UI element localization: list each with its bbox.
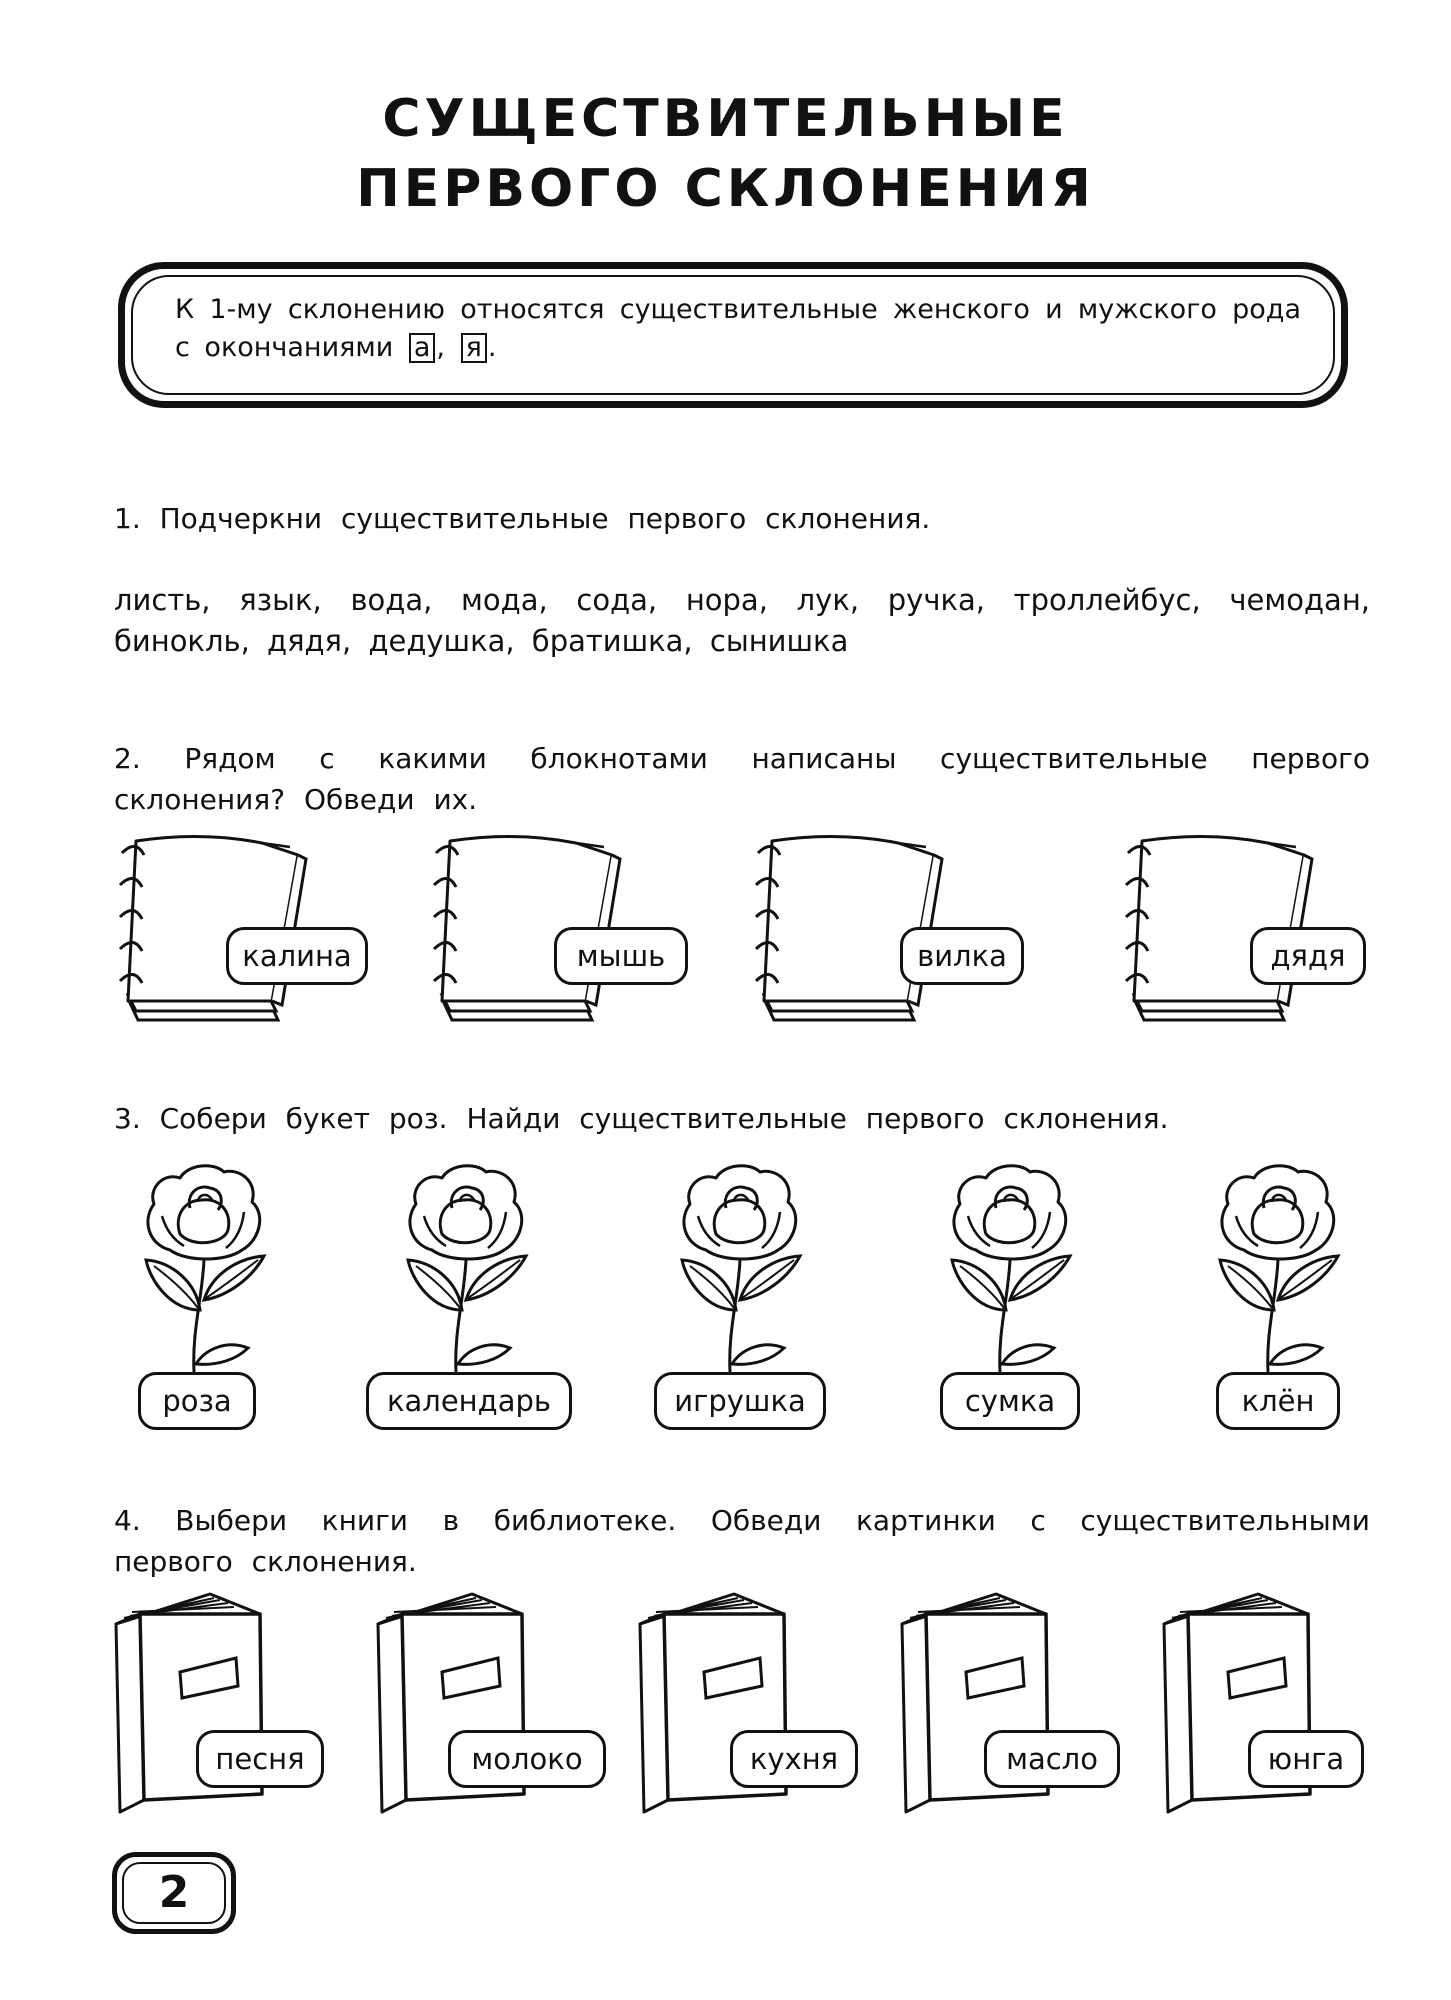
page-title-line-1: СУЩЕСТВИТЕЛЬНЫЕ [382,89,1069,149]
rose-label: игрушка [654,1372,826,1430]
rose-icon [402,1160,532,1380]
notebook-label: калина [226,927,368,985]
notebook-label: мышь [554,927,688,985]
rule-text-main: К 1-му склонению относятся существительные женского и мужского рода с окончаниями [175,294,1301,363]
rule-text [175,291,1301,367]
task-4-prompt: 4. Выбери книги в библиотеке. Обведи картинки с существительными первого склонения. [114,1504,1370,1578]
book-label: юнга [1248,1730,1364,1788]
book-label: молоко [448,1730,606,1788]
rose-label: календарь [366,1372,572,1430]
rose-label: роза [138,1372,256,1430]
spiral-notebook-icon [748,825,948,1025]
book-item[interactable] [896,1588,1126,1818]
page-number-box [112,1852,236,1934]
rose-icon [676,1160,806,1380]
rose-item[interactable] [1210,1160,1350,1430]
rose-item[interactable] [654,1160,834,1430]
rose-icon [946,1160,1076,1380]
spiral-notebook-icon [1118,825,1318,1025]
book-item[interactable] [372,1588,612,1818]
book-item[interactable] [634,1588,864,1818]
page-number: 2 [158,1867,190,1918]
task-2-prompt: 2. Рядом с какими блокнотами написаны существительные первого склонения? Обведи их. [114,742,1370,816]
task-1-prompt: 1. Подчеркни существительные первого склонения. [114,502,931,535]
notebook-label: дядя [1250,927,1366,985]
notebook-item[interactable] [112,825,372,1025]
rose-item[interactable] [140,1160,270,1430]
rule-separator: , [436,332,460,363]
spiral-notebook-icon [426,825,626,1025]
rule-box [118,262,1348,408]
spiral-notebook-icon [112,825,312,1025]
rose-label: клён [1216,1372,1340,1430]
rose-icon [140,1160,270,1380]
task-3-prompt: 3. Собери букет роз. Найди существительные первого склонения. [114,1102,1169,1135]
notebook-item[interactable] [748,825,1028,1025]
rule-text-end: . [487,332,497,363]
rose-item[interactable] [366,1160,576,1430]
task-1-word-list: листь, язык, вода, мода, сода, нора, лук, ручка, троллейбус, чемодан, бинокль, дядя, дедушка, братишка, сынишка [114,583,1370,658]
rose-icon [1214,1160,1344,1380]
rose-label: сумка [940,1372,1080,1430]
ending-a-box: а [409,333,436,363]
notebook-item[interactable] [426,825,696,1025]
page-title-line-2: ПЕРВОГО СКЛОНЕНИЯ [356,159,1095,219]
ending-ya-box: я [461,333,487,363]
book-item[interactable] [1158,1588,1368,1818]
notebook-item[interactable] [1118,825,1368,1025]
notebook-label: вилка [900,927,1024,985]
book-label: песня [196,1730,324,1788]
book-label: кухня [730,1730,858,1788]
rose-item[interactable] [940,1160,1090,1430]
book-item[interactable] [110,1588,330,1818]
book-label: масло [984,1730,1120,1788]
